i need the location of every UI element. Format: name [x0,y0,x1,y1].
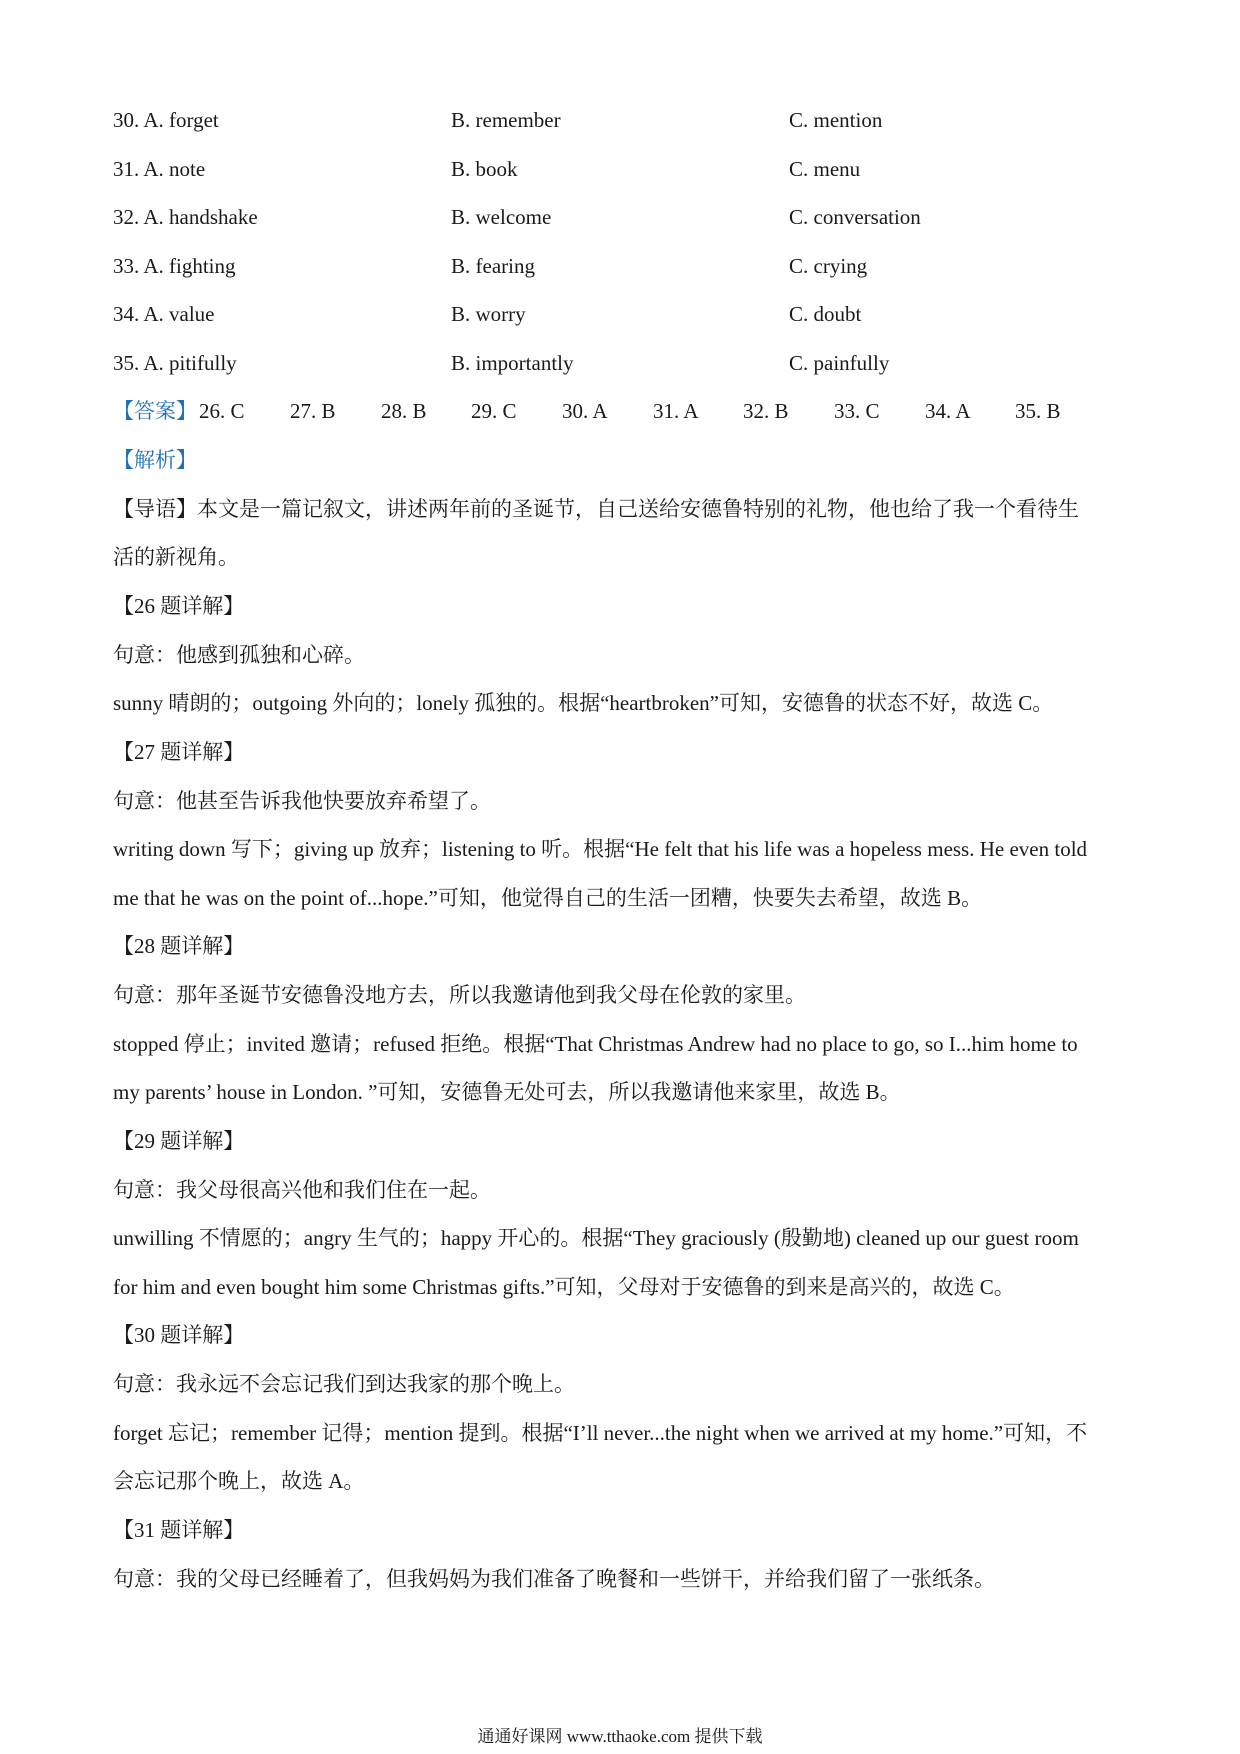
answer-item: 32. B [743,399,789,423]
option-c: C. painfully [789,351,890,375]
option-c: C. menu [789,157,861,181]
answer-item: 29. C [471,399,517,423]
answer-item: 35. B [1015,399,1061,423]
explanation-line: sunny 晴朗的；outgoing 外向的；lonely 孤独的。根据“heartbroken”可知，安德鲁的状态不好，故选 C。 [113,691,1054,715]
section-heading: 【28 题详解】 [113,934,245,958]
option-b: B. book [451,157,518,181]
option-a: 32. A. handshake [113,205,258,229]
option-a: 31. A. note [113,157,206,181]
option-b: B. fearing [451,254,535,278]
sentence-meaning: 句意：他甚至告诉我他快要放弃希望了。 [113,789,491,813]
explanation-line: forget 忘记；remember 记得；mention 提到。根据“I’ll never...the night when we arrived at my home.”可知，不 [113,1421,1088,1445]
answer-item: 30. A [562,399,608,423]
analysis-label: 【解析】 [113,448,197,472]
option-a: 34. A. value [113,302,215,326]
explanation-line: 会忘记那个晚上，故选 A。 [113,1469,365,1493]
section-heading: 【30 题详解】 [113,1323,245,1347]
answer-item: 33. C [834,399,880,423]
answer-label: 【答案】 [113,399,197,423]
explanation-line: stopped 停止；invited 邀请；refused 拒绝。根据“That Christmas Andrew had no place to go, so I...him home to [113,1032,1078,1056]
option-a: 30. A. forget [113,108,219,132]
section-heading: 【26 题详解】 [113,594,245,618]
answer-item: 31. A [653,399,699,423]
explanation-line: me that he was on the point of...hope.”可知，他觉得自己的生活一团糟，快要失去希望，故选 B。 [113,886,983,910]
explanation-line: unwilling 不情愿的；angry 生气的；happy 开心的。根据“They graciously (殷勤地) cleaned up our guest room [113,1226,1079,1250]
explanation-line: my parents’ house in London. ”可知，安德鲁无处可去，所以我邀请他来家里，故选 B。 [113,1080,901,1104]
answer-item: 27. B [290,399,336,423]
sentence-meaning: 句意：那年圣诞节安德鲁没地方去，所以我邀请他到我父母在伦敦的家里。 [113,983,806,1007]
sentence-meaning: 句意：我的父母已经睡着了，但我妈妈为我们准备了晚餐和一些饼干，并给我们留了一张纸条。 [113,1567,995,1591]
explanation-line: for him and even bought him some Christmas gifts.”可知，父母对于安德鲁的到来是高兴的，故选 C。 [113,1275,1015,1299]
option-c: C. conversation [789,205,921,229]
option-c: C. mention [789,108,883,132]
intro-line: 活的新视角。 [113,545,239,569]
intro-line: 【导语】本文是一篇记叙文，讲述两年前的圣诞节，自己送给安德鲁特别的礼物，他也给了我一个看待生 [113,497,1079,521]
option-b: B. importantly [451,351,574,375]
section-heading: 【31 题详解】 [113,1518,245,1542]
option-c: C. crying [789,254,868,278]
option-a: 35. A. pitifully [113,351,237,375]
section-heading: 【27 题详解】 [113,740,245,764]
option-b: B. worry [451,302,526,326]
option-a: 33. A. fighting [113,254,236,278]
answer-item: 28. B [381,399,427,423]
answer-item: 34. A [925,399,971,423]
answer-item: 26. C [199,399,245,423]
option-b: B. welcome [451,205,552,229]
option-b: B. remember [451,108,561,132]
sentence-meaning: 句意：我永远不会忘记我们到达我家的那个晚上。 [113,1372,575,1396]
sentence-meaning: 句意：他感到孤独和心碎。 [113,643,365,667]
footer-credit: 通通好课网 www.tthaoke.com 提供下载 [477,1727,763,1746]
option-c: C. doubt [789,302,862,326]
section-heading: 【29 题详解】 [113,1129,245,1153]
explanation-line: writing down 写下；giving up 放弃；listening to 听。根据“He felt that his life was a hopeless mess. He even told [113,837,1088,861]
sentence-meaning: 句意：我父母很高兴他和我们住在一起。 [113,1178,491,1202]
